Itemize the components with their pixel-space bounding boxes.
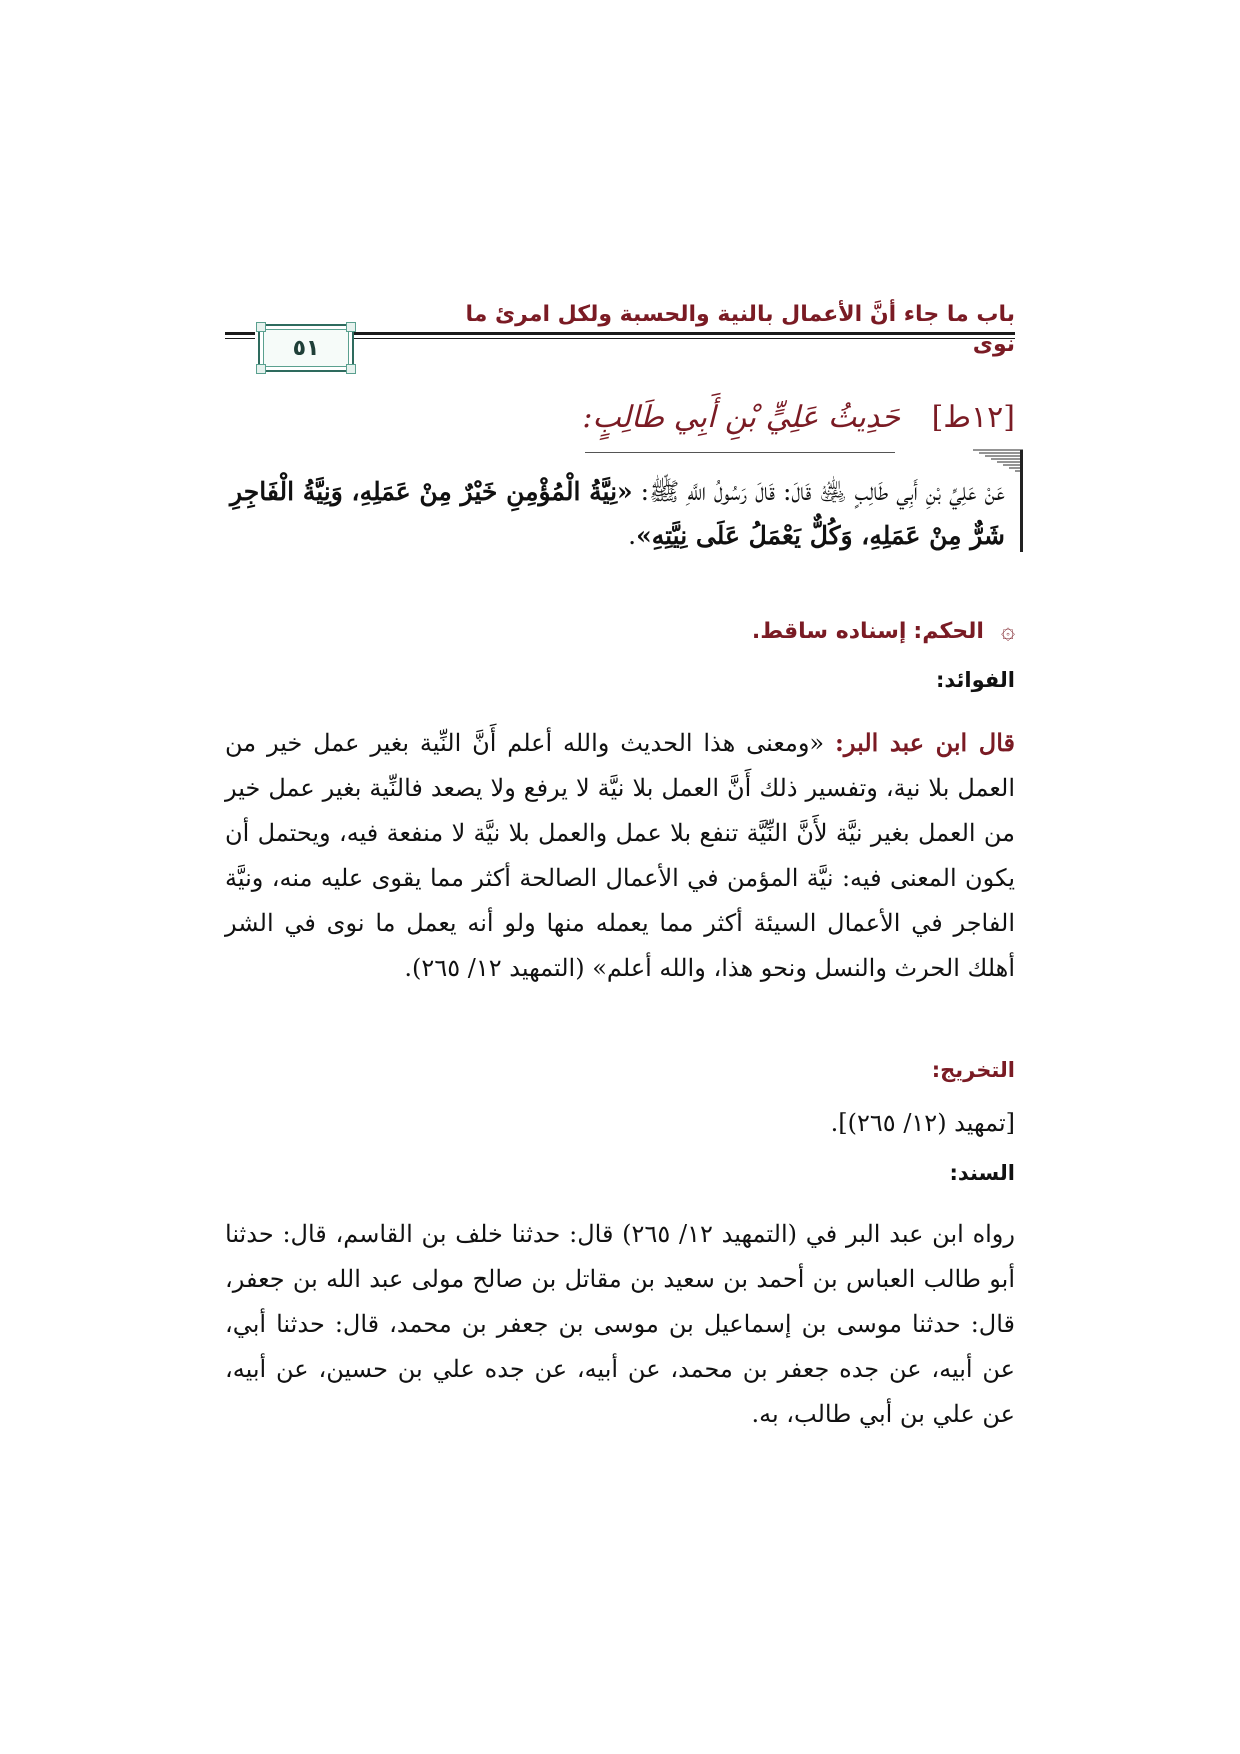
badge-corner-ornament [346, 322, 356, 332]
hadith-side-bar [1020, 450, 1023, 552]
ruling-label: الحكم: [913, 619, 984, 644]
benefits-text: «ومعنى هذا الحديث والله أعلم أَنَّ النِّية بغير عمل خير من العمل بلا نية، وتفسير ذلك أَنَّ العمل بلا نيَّة لا يرفع ولا يصعد فالنِّية بغير عمل خير من العمل بغير نيَّة لأَنَّ النِّيَّة تنفع بلا عمل والعمل بلا نيَّة لا منفعة فيه، ويحتمل أن يكون المعنى فيه: نيَّة المؤمن في الأعمال الصالحة أكثر مما يقوى عليه منه، ونيَّة الفاجر في الأعمال السيئة أكثر مما يعمله منها ولو أنه يعمل ما نوى في الشر أهلك الحرث والنسل ونحو هذا، والله أعلم» (التمهيد ١٢/ ٢٦٥). [225, 729, 1015, 982]
hadith-block [230, 470, 1005, 558]
sanad-paragraph: رواه ابن عبد البر في (التمهيد ١٢/ ٢٦٥) قال: حدثنا خلف بن القاسم، قال: حدثنا أبو طالب العباس بن أحمد بن سعيد بن مقاتل بن صالح مولى عبد الله بن جعفر، قال: حدثنا موسى بن إسماعيل بن موسى بن جعفر بن محمد، قال: حدثنا أبي، عن أبيه، عن جده جعفر بن محمد، عن أبيه، عن جده علي بن حسين، عن أبيه، عن علي بن أبي طالب، به. [225, 1220, 1015, 1428]
heading-underline [585, 452, 895, 453]
sanad-heading: السند: [949, 1161, 1015, 1185]
hadith-end: . [628, 521, 637, 550]
takhrij-text: [تمهيد (١٢/ ٢٦٥)]. [830, 1109, 1015, 1137]
hadith-text: «نِيَّةُ الْمُؤْمِنِ خَيْرٌ مِنْ عَمَلِهِ، وَنِيَّةُ الْفَاجِرِ شَرٌّ مِنْ عَمَلِهِ، وَكُلٌّ يَعْمَلُ عَلَى نِيَّتِهِ» [230, 477, 1005, 550]
badge-corner-ornament [256, 322, 266, 332]
ruling-value: إسناده ساقط. [751, 619, 907, 644]
section-title: حَدِيثُ عَلِيٍّ بْنِ أَبِي طَالِبٍ: [582, 400, 901, 435]
flower-ornament-icon: ۞ [1000, 616, 1015, 644]
benefits-heading: الفوائد: [936, 668, 1015, 692]
takhrij-heading: التخريج: [931, 1058, 1015, 1082]
benefits-paragraph [225, 720, 1015, 991]
badge-corner-ornament [346, 364, 356, 374]
ruling-line [225, 613, 1015, 649]
header-rule-left-thin [225, 338, 255, 339]
header-rule-left [225, 332, 255, 335]
badge-corner-ornament [256, 364, 266, 374]
header-rule-right [345, 332, 1015, 335]
hadith-isnad: عَنْ عَلِيِّ بْنِ أَبِي طَالِبٍ ﵁ قَالَ: قَالَ رَسُولُ اللَّهِ ﷺ: [632, 477, 1005, 506]
benefits-speaker: قال ابن عبد البر: [834, 728, 1016, 757]
page-number: ٥١ [292, 335, 320, 361]
header-rule-right-thin [345, 338, 1015, 339]
page-number-badge [258, 324, 354, 372]
section-heading [225, 398, 1015, 438]
section-number: [١٢ط] [931, 400, 1015, 435]
running-header-title: باب ما جاء أنَّ الأعمال بالنية والحسبة ولكل امرئ ما نوى [465, 302, 1015, 357]
